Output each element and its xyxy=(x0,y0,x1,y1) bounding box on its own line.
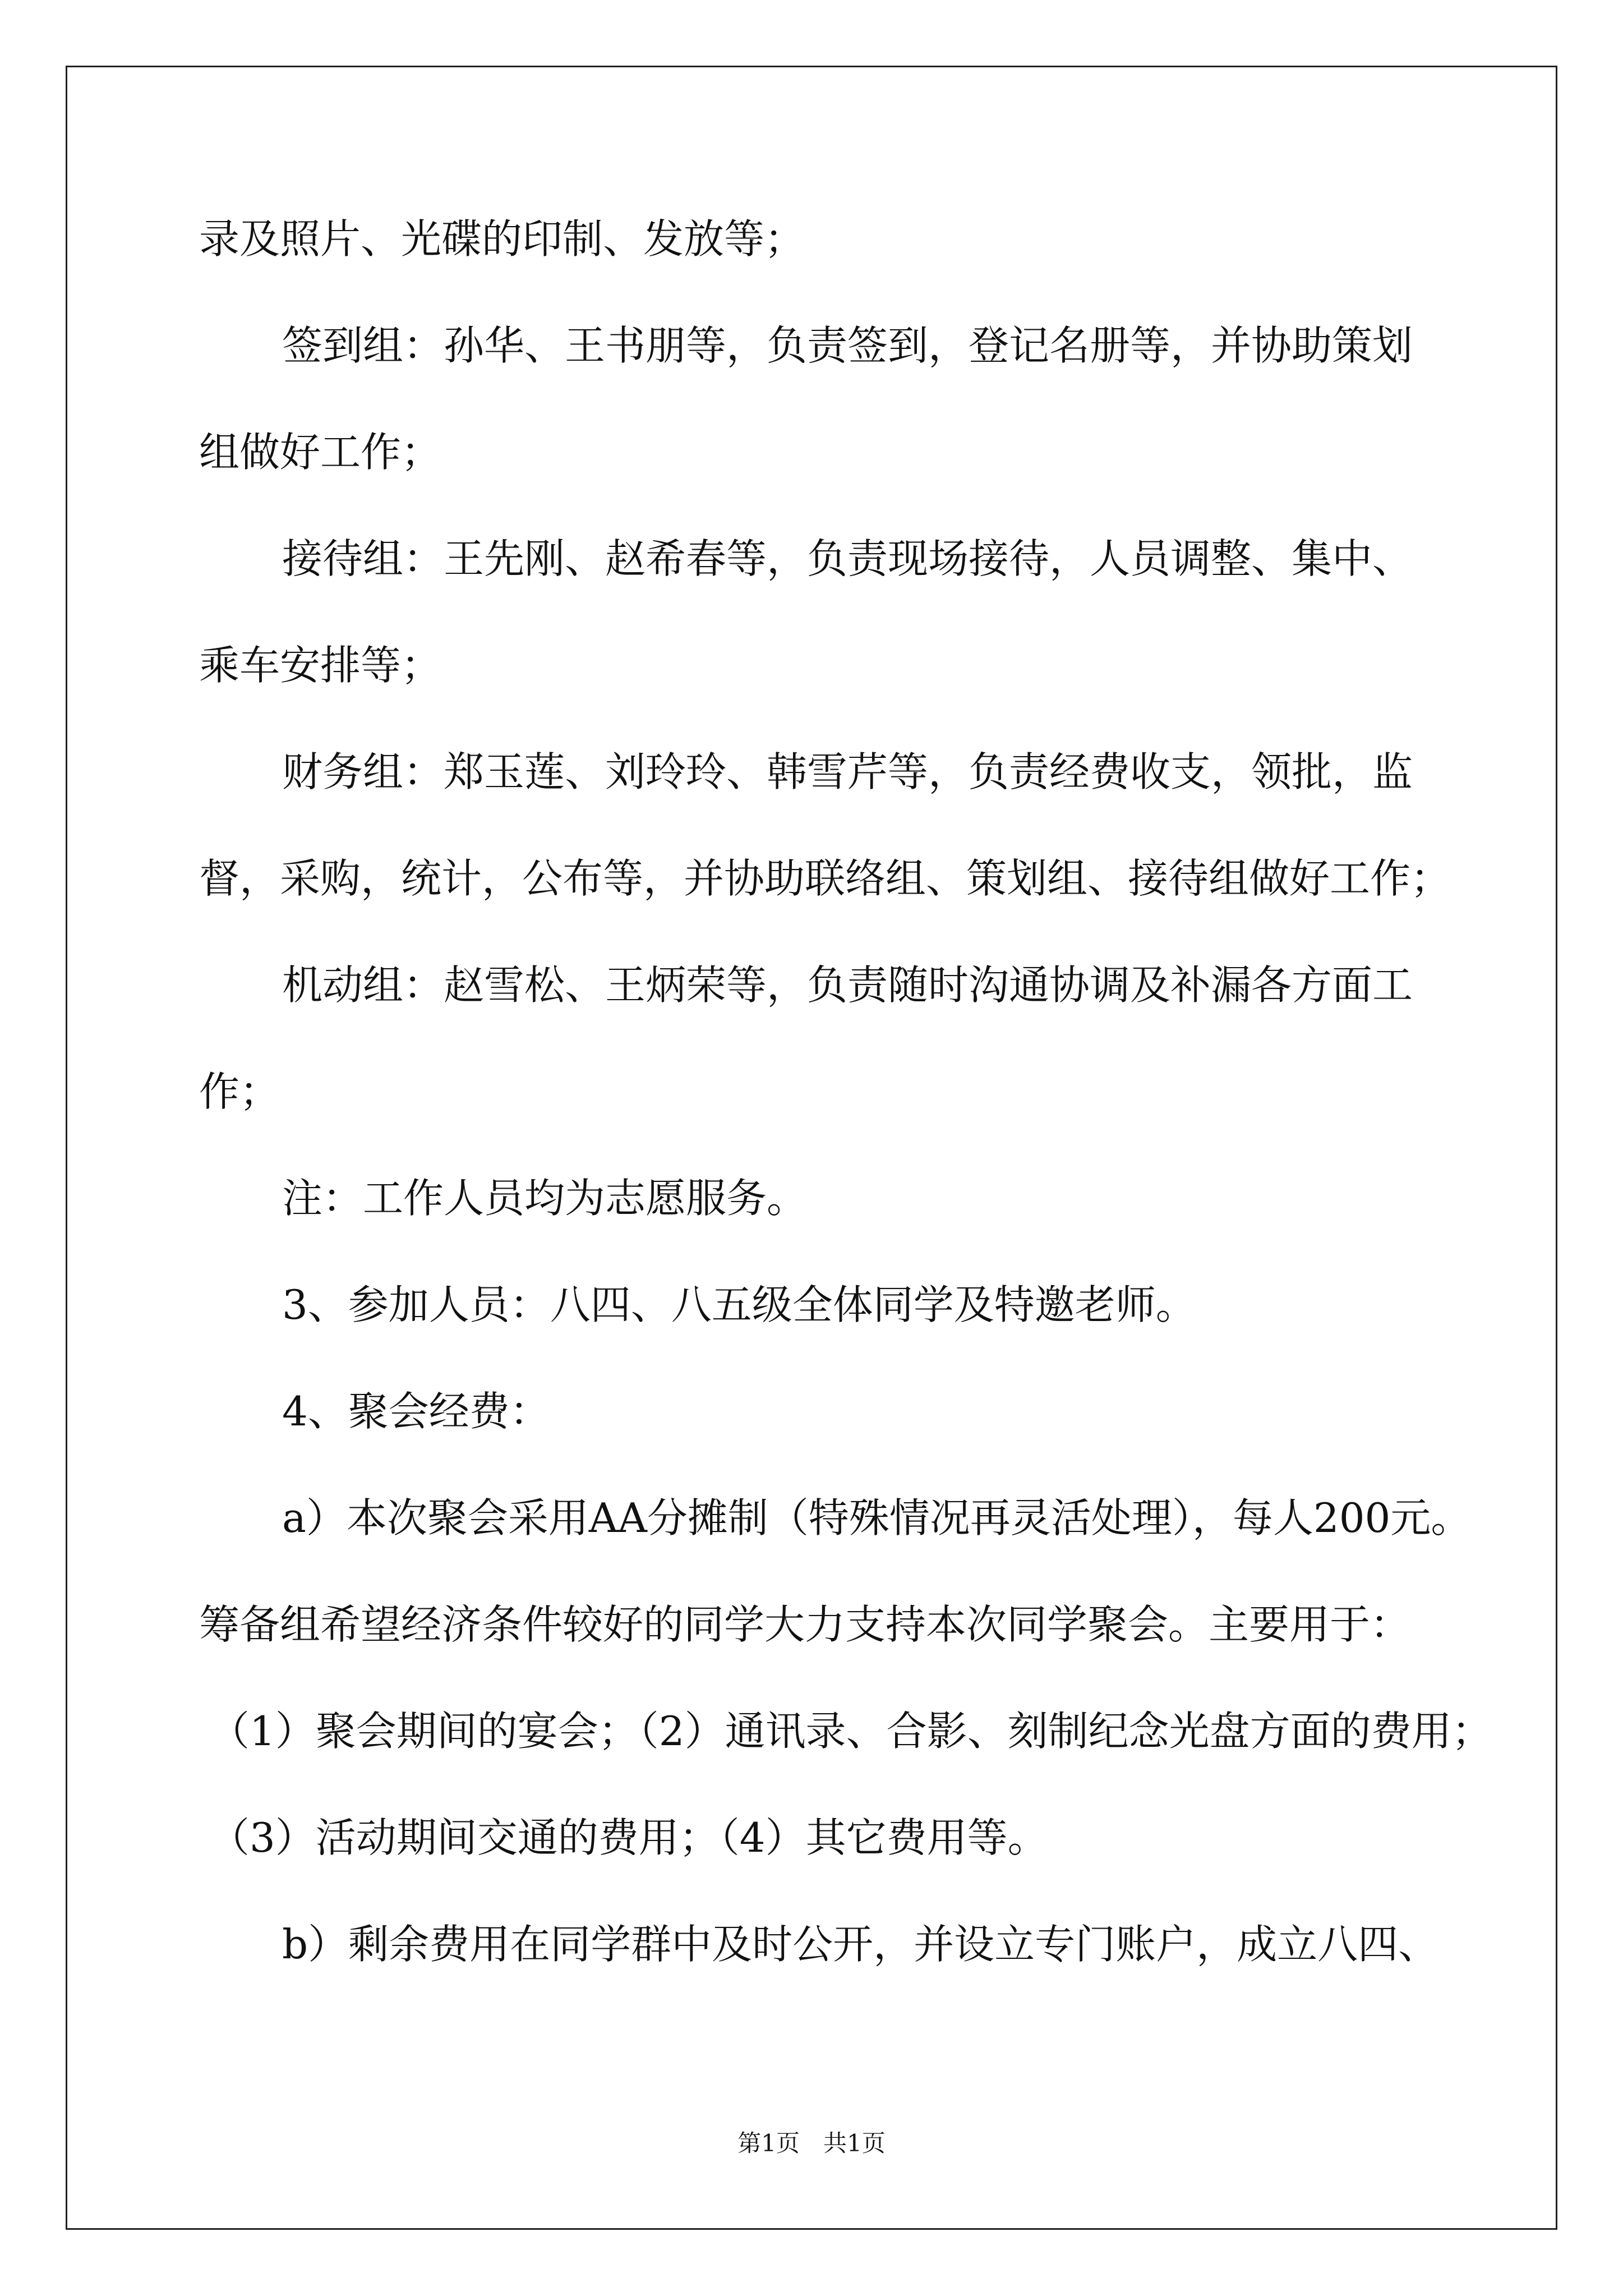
text-line: （1）聚会期间的宴会；（2）通讯录、合影、刻制纪念光盘方面的费用； xyxy=(209,1708,1492,1755)
text-line: b）剩余费用在同学群中及时公开，并设立专门账户，成立八四、 xyxy=(282,1921,1439,1968)
text-line: a）本次聚会采用AA分摊制（特殊情况再灵活处理），每人200元。 xyxy=(282,1494,1472,1542)
page-number-footer: 第1页 共1页 xyxy=(737,2129,886,2157)
text-line: 组做好工作； xyxy=(199,429,442,476)
text-line: 签到组：孙华、王书朋等，负责签到，登记名册等，并协助策划 xyxy=(282,322,1413,369)
text-line: 乘车安排等； xyxy=(199,642,442,689)
text-line: 筹备组希望经济条件较好的同学大力支持本次同学聚会。主要用于： xyxy=(199,1601,1411,1648)
text-line: 接待组：王先刚、赵希春等，负责现场接待，人员调整、集中、 xyxy=(282,535,1413,582)
text-line: 注：工作人员均为志愿服务。 xyxy=(282,1175,808,1222)
text-line: 录及照片、光碟的印制、发放等； xyxy=(199,215,805,263)
page-border xyxy=(66,66,1557,2230)
text-line: 4、聚会经费： xyxy=(282,1388,550,1435)
text-line: 3、参加人员：八四、八五级全体同学及特邀老师。 xyxy=(282,1281,1196,1328)
text-line: 机动组：赵雪松、王炳荣等，负责随时沟通协调及补漏各方面工 xyxy=(282,961,1413,1009)
text-line: 作； xyxy=(199,1068,280,1115)
text-line: （3）活动期间交通的费用；（4）其它费用等。 xyxy=(209,1814,1048,1861)
text-line: 督，采购，统计，公布等，并协助联络组、策划组、接待组做好工作； xyxy=(199,855,1451,902)
text-line: 财务组：郑玉莲、刘玲玲、韩雪芹等，负责经费收支，领批，监 xyxy=(282,748,1413,795)
